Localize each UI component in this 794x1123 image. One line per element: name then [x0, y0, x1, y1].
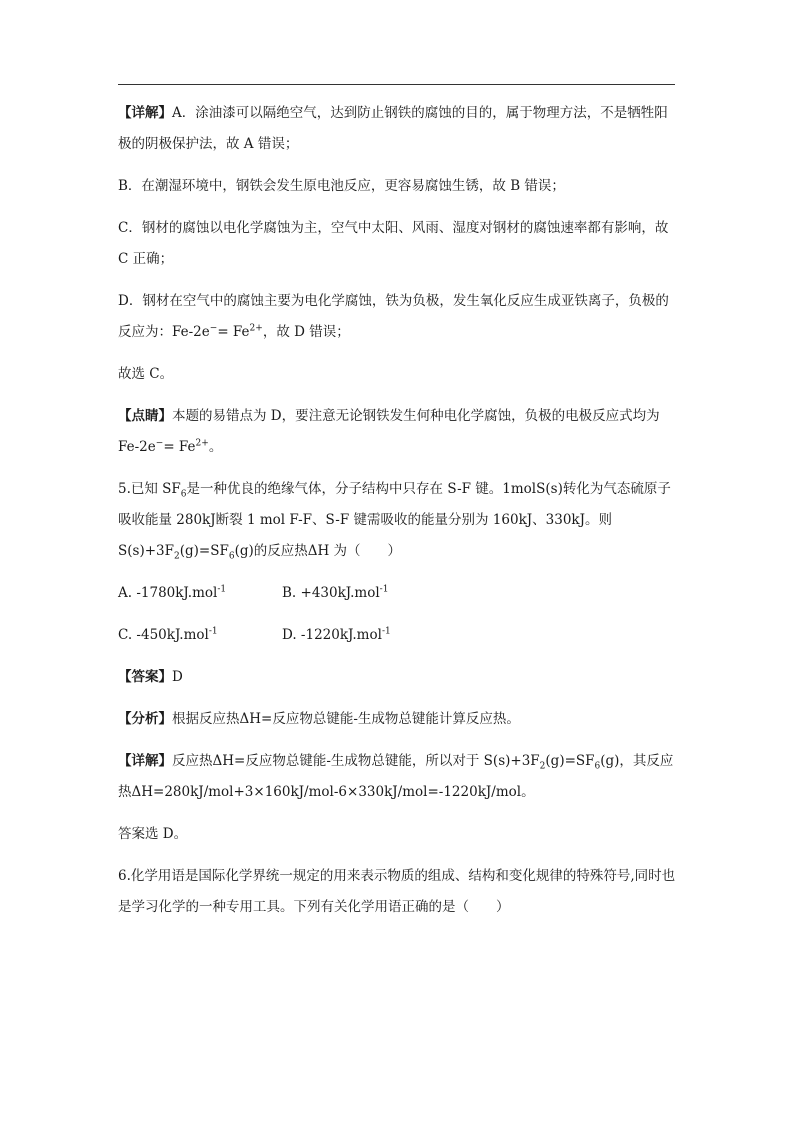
analysis-text: 根据反应热ΔH=反应物总键能-生成物总键能计算反应热。	[172, 711, 520, 727]
superscript: -1	[208, 626, 218, 637]
option-a-text: A. -1780kJ.mol	[118, 585, 218, 601]
paragraph-detail-a	[118, 98, 678, 160]
q5-text-c: (g)=SF	[179, 543, 229, 559]
paragraph-detail-b: B．在潮湿环境中，钢铁会发生原电池反应，更容易腐蚀生锈，故 B 错误；	[118, 178, 565, 194]
subscript: 6	[594, 761, 601, 772]
options-row-2	[118, 620, 678, 651]
detail-d-text: D．钢材在空气中的腐蚀主要为电化学腐蚀，铁为负极，发生氧化反应生成亚铁离子，负极的反应为：Fe-2e	[118, 293, 669, 340]
detail-a-text: A．涂油漆可以隔绝空气，达到防止钢铁的腐蚀的目的，属于物理方法，不是牺牲阳极的阴极保护法，故 A 错误；	[118, 105, 668, 152]
conclusion-line: 答案选 D。	[118, 826, 188, 842]
option-d-text: D. -1220kJ.mol	[282, 627, 382, 643]
superscript: −	[155, 438, 164, 449]
detail2-text-c: (g)，其反应热ΔH=280kJ/mol+3×160kJ/mol-6×330kJ/mol=-1220kJ/mol。	[118, 753, 674, 800]
answer-tag: 【答案】	[118, 669, 172, 685]
tip-text: 本题的易错点为 D，要注意无论钢铁发生何种电化学腐蚀，负极的电极反应式均为 Fe-2e	[118, 408, 660, 455]
paragraph-tip	[118, 401, 678, 463]
option-b-text: B. +430kJ.mol	[282, 585, 380, 601]
tip-tag: 【点睛】	[118, 408, 172, 424]
detail-d-mid: = Fe	[217, 324, 250, 340]
subscript: 2	[173, 551, 180, 562]
detail2-text-a: 反应热ΔH=反应物总键能-生成物总键能，所以对于 S(s)+3F	[172, 753, 540, 769]
document-body	[118, 98, 678, 934]
answer-text: D	[172, 669, 183, 685]
subscript: 2	[539, 761, 546, 772]
answer-line	[118, 662, 678, 693]
q5-text-a: 5.已知 SF	[118, 481, 181, 497]
subscript: 6	[228, 551, 235, 562]
option-d	[282, 620, 391, 651]
option-c-text: C. -450kJ.mol	[118, 627, 209, 643]
question-5	[118, 474, 678, 567]
detail-tag: 【详解】	[118, 105, 172, 121]
detail2-text-b: (g)=SF	[545, 753, 595, 769]
q5-text-b: 是一种优良的绝缘气体，分子结构中只存在 S-F 键。1molS(s)转化为气态硫原子吸收能量 280kJ断裂 1 mol F-F、S-F 键需吸收的能量分别为 160kJ、330kJ。则 S(s)+3F	[118, 481, 671, 559]
analysis-line	[118, 704, 678, 735]
superscript: 2+	[249, 323, 263, 334]
paragraph-choose: 故选 C。	[118, 366, 174, 382]
subscript: 6	[180, 489, 187, 500]
option-c	[118, 620, 282, 651]
header-rule	[118, 84, 675, 85]
analysis-tag: 【分析】	[118, 711, 172, 727]
question-6: 6.化学用语是国际化学界统一规定的用来表示物质的组成、结构和变化规律的特殊符号,同时也是学习化学的一种专用工具。下列有关化学用语正确的是（ ）	[118, 868, 676, 915]
option-a	[118, 578, 282, 609]
paragraph-detail-c: C．钢材的腐蚀以电化学腐蚀为主，空气中太阳、风雨、湿度对钢材的腐蚀速率都有影响，故 C 正确；	[118, 220, 669, 267]
paragraph-detail-d	[118, 286, 678, 348]
q5-text-d: (g)的反应热ΔH 为（ ）	[234, 543, 402, 559]
options-row-1	[118, 578, 678, 609]
detail2-tag: 【详解】	[118, 753, 172, 769]
superscript: −	[209, 323, 218, 334]
superscript: 2+	[195, 438, 209, 449]
detail-d-end: ，故 D 错误；	[262, 324, 350, 340]
tip-mid: = Fe	[163, 439, 196, 455]
superscript: -1	[217, 584, 227, 595]
option-b	[282, 578, 388, 609]
tip-end: 。	[208, 439, 223, 455]
superscript: -1	[379, 584, 389, 595]
superscript: -1	[381, 626, 391, 637]
detail-line	[118, 746, 678, 808]
